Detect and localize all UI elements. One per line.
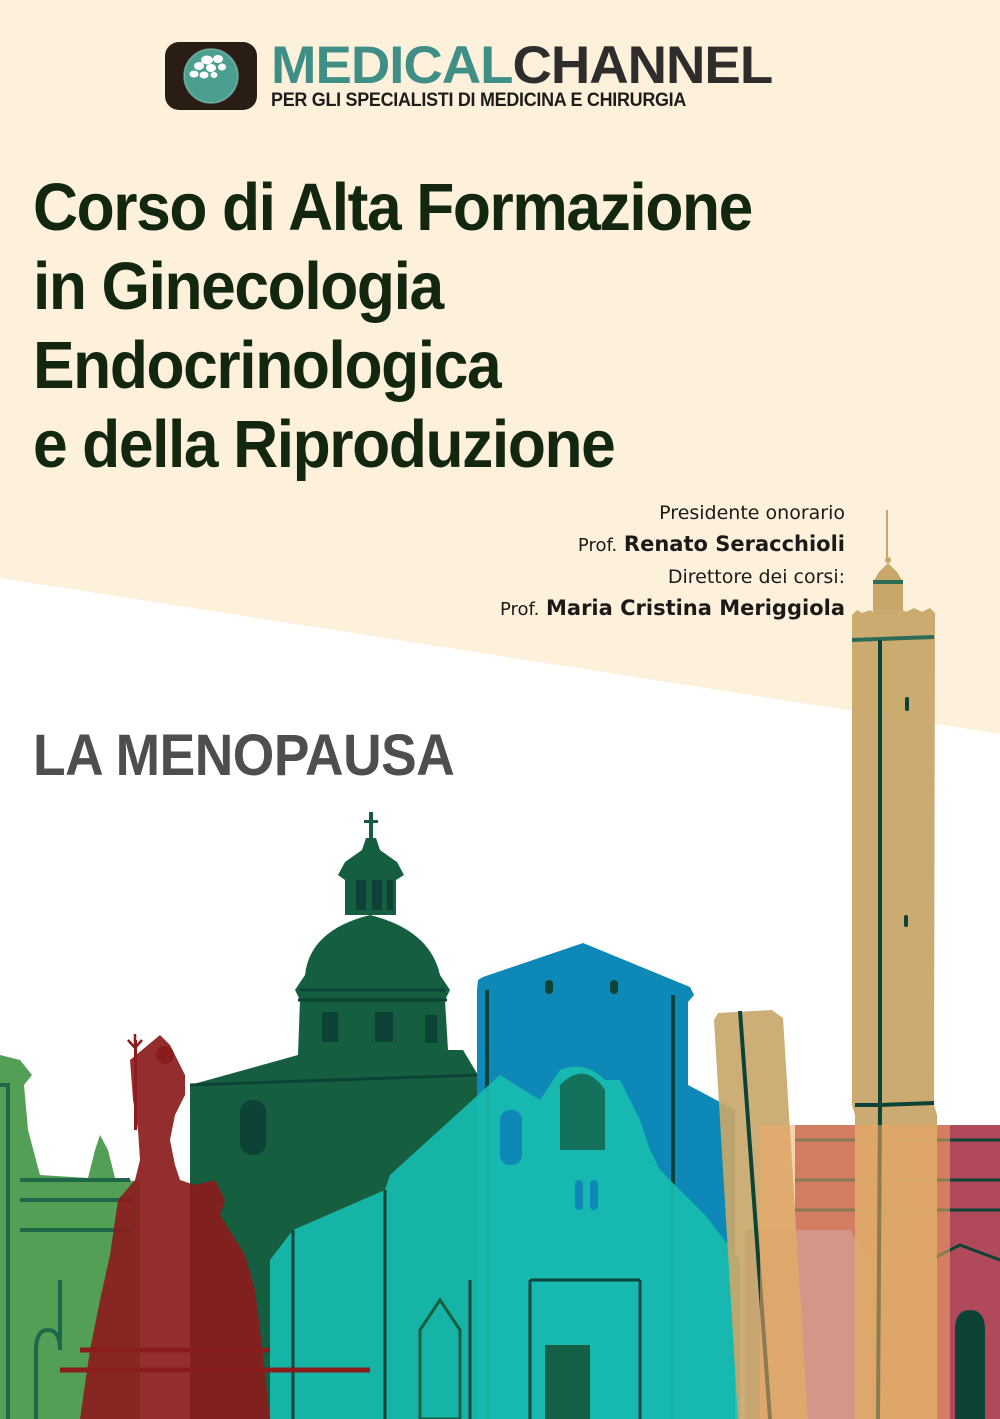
module-subtitle: LA MENOPAUSA: [33, 723, 455, 788]
course-director-name: Maria Cristina Meriggiola: [546, 596, 845, 620]
course-director: Prof. Maria Cristina Meriggiola: [500, 596, 845, 620]
course-title: [33, 168, 752, 484]
honorary-president: Prof. Renato Seracchioli: [577, 532, 845, 556]
course-credits: [500, 498, 845, 626]
title-line: in Ginecologia: [33, 249, 443, 324]
honorary-president-name: Renato Seracchioli: [623, 532, 845, 556]
tv-screen-icon: [163, 40, 259, 112]
medical-channel-logo: [163, 35, 773, 112]
course-director-label: Direttore dei corsi:: [667, 566, 845, 588]
title-line: e della Riproduzione: [33, 407, 615, 482]
title-line: Corso di Alta Formazione: [33, 170, 752, 245]
title-line: Endocrinologica: [33, 328, 501, 403]
orange-overlay: [760, 1125, 950, 1419]
honorary-president-label: Presidente onorario: [659, 502, 845, 524]
brand-tagline: PER GLI SPECIALISTI DI MEDICINA E CHIRURGIA: [271, 88, 687, 111]
brand-name: MEDICALCHANNEL: [271, 35, 773, 95]
